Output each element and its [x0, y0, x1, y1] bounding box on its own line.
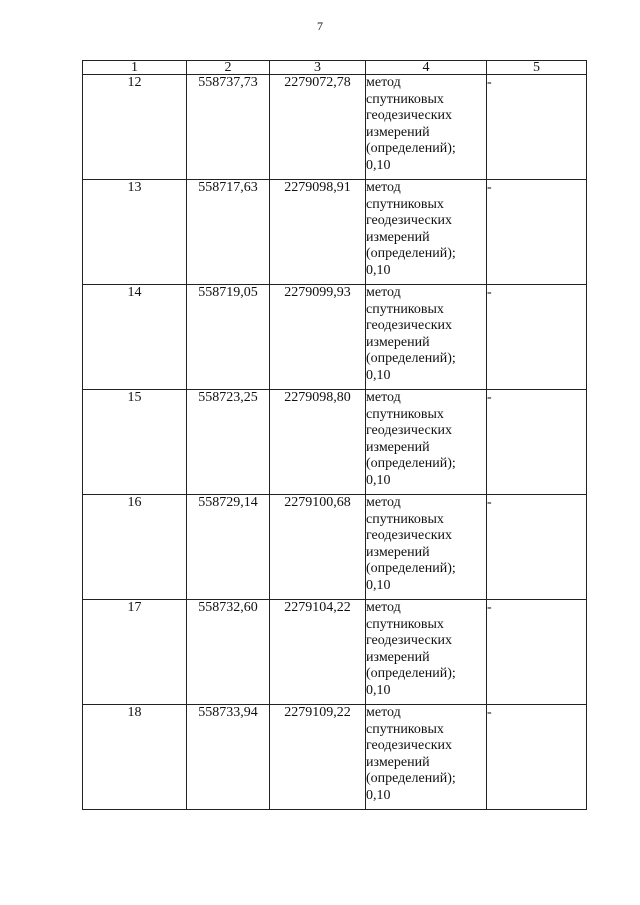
method-line: измерений [366, 544, 430, 560]
x-coordinate-cell: 558737,73 [187, 75, 270, 180]
y-coordinate-cell: 2279098,91 [270, 180, 366, 285]
method-line: измерений [366, 229, 430, 245]
method-line: метод [366, 705, 401, 720]
point-number-cell: 18 [83, 705, 187, 810]
point-number-cell: 17 [83, 600, 187, 705]
method-line: геодезических [366, 213, 453, 229]
accuracy-value: 0,10 [366, 577, 391, 593]
method-line: измерений [366, 439, 430, 455]
method-line: измерений [366, 334, 430, 350]
y-coordinate-cell: 2279099,93 [270, 285, 366, 390]
method-line: геодезических [366, 738, 453, 754]
method-cell [366, 285, 487, 390]
note-cell: - [487, 600, 587, 705]
method-line: спутниковых [366, 91, 444, 107]
method-line: метод [366, 390, 401, 405]
method-line: метод [366, 285, 401, 300]
column-header-method: 4 [366, 61, 487, 75]
column-header-number: 1 [83, 61, 187, 75]
method-line: метод [366, 495, 401, 510]
method-line: измерений [366, 124, 430, 140]
method-line: метод [366, 600, 401, 615]
method-line: спутниковых [366, 196, 444, 212]
y-coordinate-cell: 2279100,68 [270, 495, 366, 600]
method-line: метод [366, 180, 401, 195]
point-number-cell: 12 [83, 75, 187, 180]
method-line: (определений); [366, 771, 456, 787]
table-header-row [83, 61, 587, 75]
accuracy-value: 0,10 [366, 787, 391, 803]
accuracy-value: 0,10 [366, 262, 391, 278]
coordinates-table [82, 60, 587, 810]
method-cell [366, 600, 487, 705]
y-coordinate-cell: 2279072,78 [270, 75, 366, 180]
method-line: спутниковых [366, 616, 444, 632]
point-number-cell: 16 [83, 495, 187, 600]
note-cell: - [487, 75, 587, 180]
method-cell [366, 180, 487, 285]
note-cell: - [487, 705, 587, 810]
method-line: спутниковых [366, 301, 444, 317]
accuracy-value: 0,10 [366, 682, 391, 698]
point-number-cell: 13 [83, 180, 187, 285]
y-coordinate-cell: 2279098,80 [270, 390, 366, 495]
note-cell: - [487, 285, 587, 390]
table-row [83, 180, 587, 285]
table-row [83, 285, 587, 390]
method-line: (определений); [366, 666, 456, 682]
method-line: геодезических [366, 108, 453, 124]
method-line: (определений); [366, 246, 456, 262]
point-number-cell: 15 [83, 390, 187, 495]
method-line: (определений); [366, 141, 456, 157]
x-coordinate-cell: 558717,63 [187, 180, 270, 285]
page-number: 7 [317, 19, 323, 33]
method-line: (определений); [366, 351, 456, 367]
table-body [83, 61, 587, 810]
x-coordinate-cell: 558733,94 [187, 705, 270, 810]
method-line: измерений [366, 754, 430, 770]
method-cell [366, 705, 487, 810]
method-line: спутниковых [366, 721, 444, 737]
x-coordinate-cell: 558729,14 [187, 495, 270, 600]
point-number-cell: 14 [83, 285, 187, 390]
method-line: геодезических [366, 633, 453, 649]
table-row [83, 705, 587, 810]
method-cell [366, 495, 487, 600]
y-coordinate-cell: 2279109,22 [270, 705, 366, 810]
note-cell: - [487, 180, 587, 285]
y-coordinate-cell: 2279104,22 [270, 600, 366, 705]
method-line: геодезических [366, 318, 453, 334]
method-cell [366, 390, 487, 495]
note-cell: - [487, 495, 587, 600]
column-header-y: 3 [270, 61, 366, 75]
method-line: геодезических [366, 423, 453, 439]
method-line: измерений [366, 649, 430, 665]
method-cell [366, 75, 487, 180]
method-line: (определений); [366, 456, 456, 472]
column-header-x: 2 [187, 61, 270, 75]
method-line: спутниковых [366, 406, 444, 422]
accuracy-value: 0,10 [366, 472, 391, 488]
x-coordinate-cell: 558723,25 [187, 390, 270, 495]
x-coordinate-cell: 558732,60 [187, 600, 270, 705]
accuracy-value: 0,10 [366, 367, 391, 383]
note-cell: - [487, 390, 587, 495]
x-coordinate-cell: 558719,05 [187, 285, 270, 390]
table-row [83, 600, 587, 705]
method-line: геодезических [366, 528, 453, 544]
table-row [83, 495, 587, 600]
method-line: спутниковых [366, 511, 444, 527]
column-header-note: 5 [487, 61, 587, 75]
accuracy-value: 0,10 [366, 157, 391, 173]
method-line: метод [366, 75, 401, 90]
table-row [83, 75, 587, 180]
table-row [83, 390, 587, 495]
method-line: (определений); [366, 561, 456, 577]
